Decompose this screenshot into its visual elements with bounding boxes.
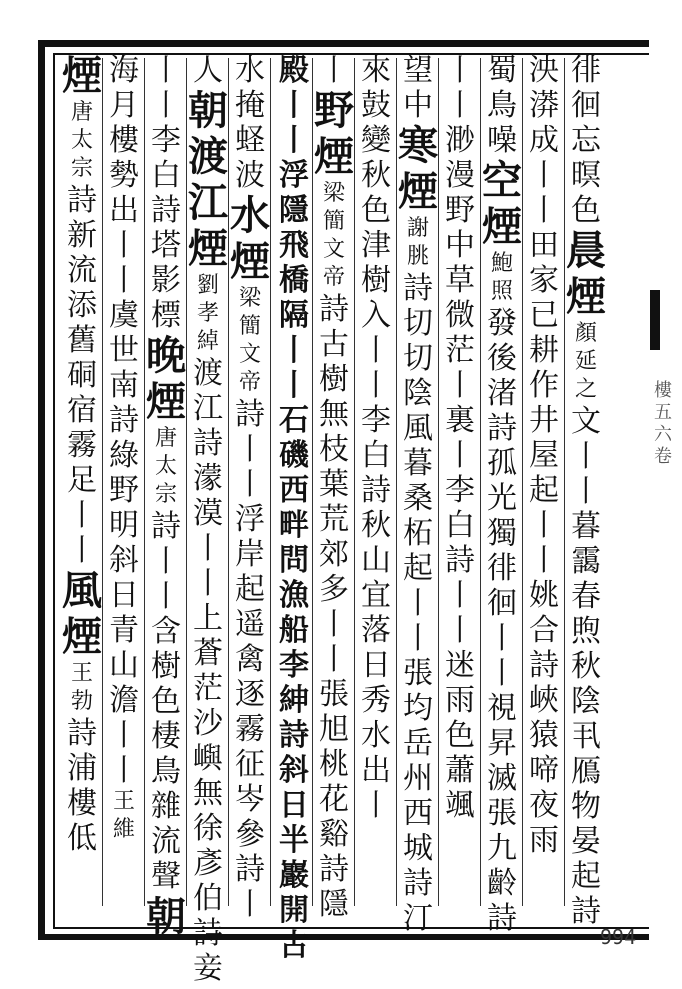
column-rule <box>144 58 145 906</box>
text-segment: 詩 浦 樓 低 <box>67 716 97 856</box>
heading-segment: 煙 <box>62 52 102 99</box>
text-segment: 望 中 <box>403 53 433 123</box>
text-column <box>482 53 522 939</box>
text-segment: 丨 丨 <box>445 53 475 123</box>
text-segment: 丨 丨 李 白 詩 塔 影 標 <box>151 53 181 333</box>
text-segment: 文 丨 丨 暮 靄 春 煦 秋 陰 丮 鴈 物 晏 起 詩 <box>571 404 601 929</box>
text-segment: 水 掩 蛏 波 <box>235 53 265 193</box>
page-number: 994 <box>600 925 637 949</box>
column-rule <box>270 58 271 906</box>
text-segment: 鼓 變 秋 色 津 樹 入 丨 丨 李 白 詩 秋 山 宜 落 日 秀 水 出 丨 <box>361 88 391 823</box>
column-rule <box>354 58 355 906</box>
column-rule <box>564 58 565 906</box>
heading-segment: 寒 煙 <box>398 122 438 215</box>
author-note-segment: 謝 朓 <box>406 216 429 269</box>
author-note-segment: 唐 太 宗 <box>70 100 93 181</box>
text-column <box>398 53 438 939</box>
text-segment: 詩 新 流 添 舊 硐 宿 霧 足 丨 丨 <box>67 183 97 568</box>
text-segment: 隱 飛 橋 隔 丨 丨 石 磯 西 畔 問 漁 船 李 紳 詩 斜 日 半 巖 開 古 <box>279 193 309 963</box>
text-segment: 來 <box>361 53 391 88</box>
author-note-segment: 梁 簡 文 帝 <box>238 286 261 395</box>
text-segment: 渡 江 詩 濛 漠 丨 丨 上 蒼 茫 沙 嶼 無 徐 彥 伯 詩 妾 <box>193 356 223 986</box>
heading-segment: 風 煙 <box>62 567 102 660</box>
text-column <box>440 53 480 826</box>
text-segment: 蜀 鳥 噪 <box>487 53 517 158</box>
text-segment: 徘 徊 忘 暝 色 <box>571 53 601 228</box>
margin-side-label: 樓五六卷 <box>654 380 672 467</box>
text-segment: 殿 丨 丨 浮 <box>279 53 309 193</box>
text-column <box>524 53 564 861</box>
heading-segment: 朝 <box>146 893 186 940</box>
author-note-segment: 劉 孝 綽 <box>196 273 219 354</box>
text-column <box>230 53 270 925</box>
text-column <box>146 53 186 943</box>
heading-segment: 晨 煙 <box>566 227 606 320</box>
text-column <box>314 53 354 925</box>
text-segment: 泱 漭 成 丨 丨 田 家 已 耕 作 井 屋 起 丨 丨 姚 合 詩 峽 猿 啼 夜 雨 <box>529 53 559 858</box>
margin-tab-marker <box>650 290 660 350</box>
heading-segment: 朝 渡 江 煙 <box>188 87 228 272</box>
text-column <box>104 53 144 847</box>
heading-segment: 野 煙 <box>314 87 354 180</box>
heading-segment: 空 煙 <box>482 157 522 250</box>
text-segment: 詩 丨 丨 浮 岸 起 遥 禽 逐 霧 征 岑 參 詩 丨 <box>235 397 265 922</box>
text-segment: 人 <box>193 53 223 88</box>
column-rule <box>102 58 103 906</box>
text-segment: 丨 <box>319 53 349 88</box>
text-column <box>188 53 228 989</box>
text-column <box>356 53 396 826</box>
text-segment: 詩 丨 丨 含 樹 色 棲 鳥 雜 流 聲 <box>151 509 181 894</box>
text-segment: 海 月 樓 勢 出 丨 丨 <box>109 53 139 298</box>
text-segment: 虞 世 南 詩 綠 野 明 斜 日 青 山 澹 丨 丨 <box>109 298 139 788</box>
text-column <box>272 53 316 963</box>
heading-segment: 水 煙 <box>230 192 270 285</box>
text-segment: 詩 古 樹 無 枝 葉 荒 郊 多 丨 丨 張 旭 桃 花 谿 詩 隱 <box>319 292 349 922</box>
text-segment: 渺 漫 野 中 草 微 茫 丨 裏 丨 李 白 詩 丨 丨 迷 雨 色 蕭 颯 <box>445 123 475 823</box>
heading-segment: 晚 煙 <box>146 332 186 425</box>
text-segment: 發 後 渚 詩 孤 光 獨 徘 徊 丨 丨 視 昇 滅 張 九 齡 詩 <box>487 306 517 936</box>
text-column <box>62 52 102 859</box>
text-segment: 詩 切 切 陰 風 暮 桑 柘 起 丨 丨 張 均 岳 州 西 城 詩 汀 <box>403 271 433 936</box>
author-note-segment: 唐 太 宗 <box>154 426 177 507</box>
text-column <box>566 53 606 932</box>
author-note-segment: 鮑 照 <box>490 251 513 304</box>
author-note-segment: 顏 延 之 <box>574 321 597 402</box>
author-note-segment: 王 勃 <box>70 661 93 714</box>
author-note-segment: 梁 簡 文 帝 <box>322 181 345 290</box>
author-note-segment: 王 維 <box>112 789 135 842</box>
